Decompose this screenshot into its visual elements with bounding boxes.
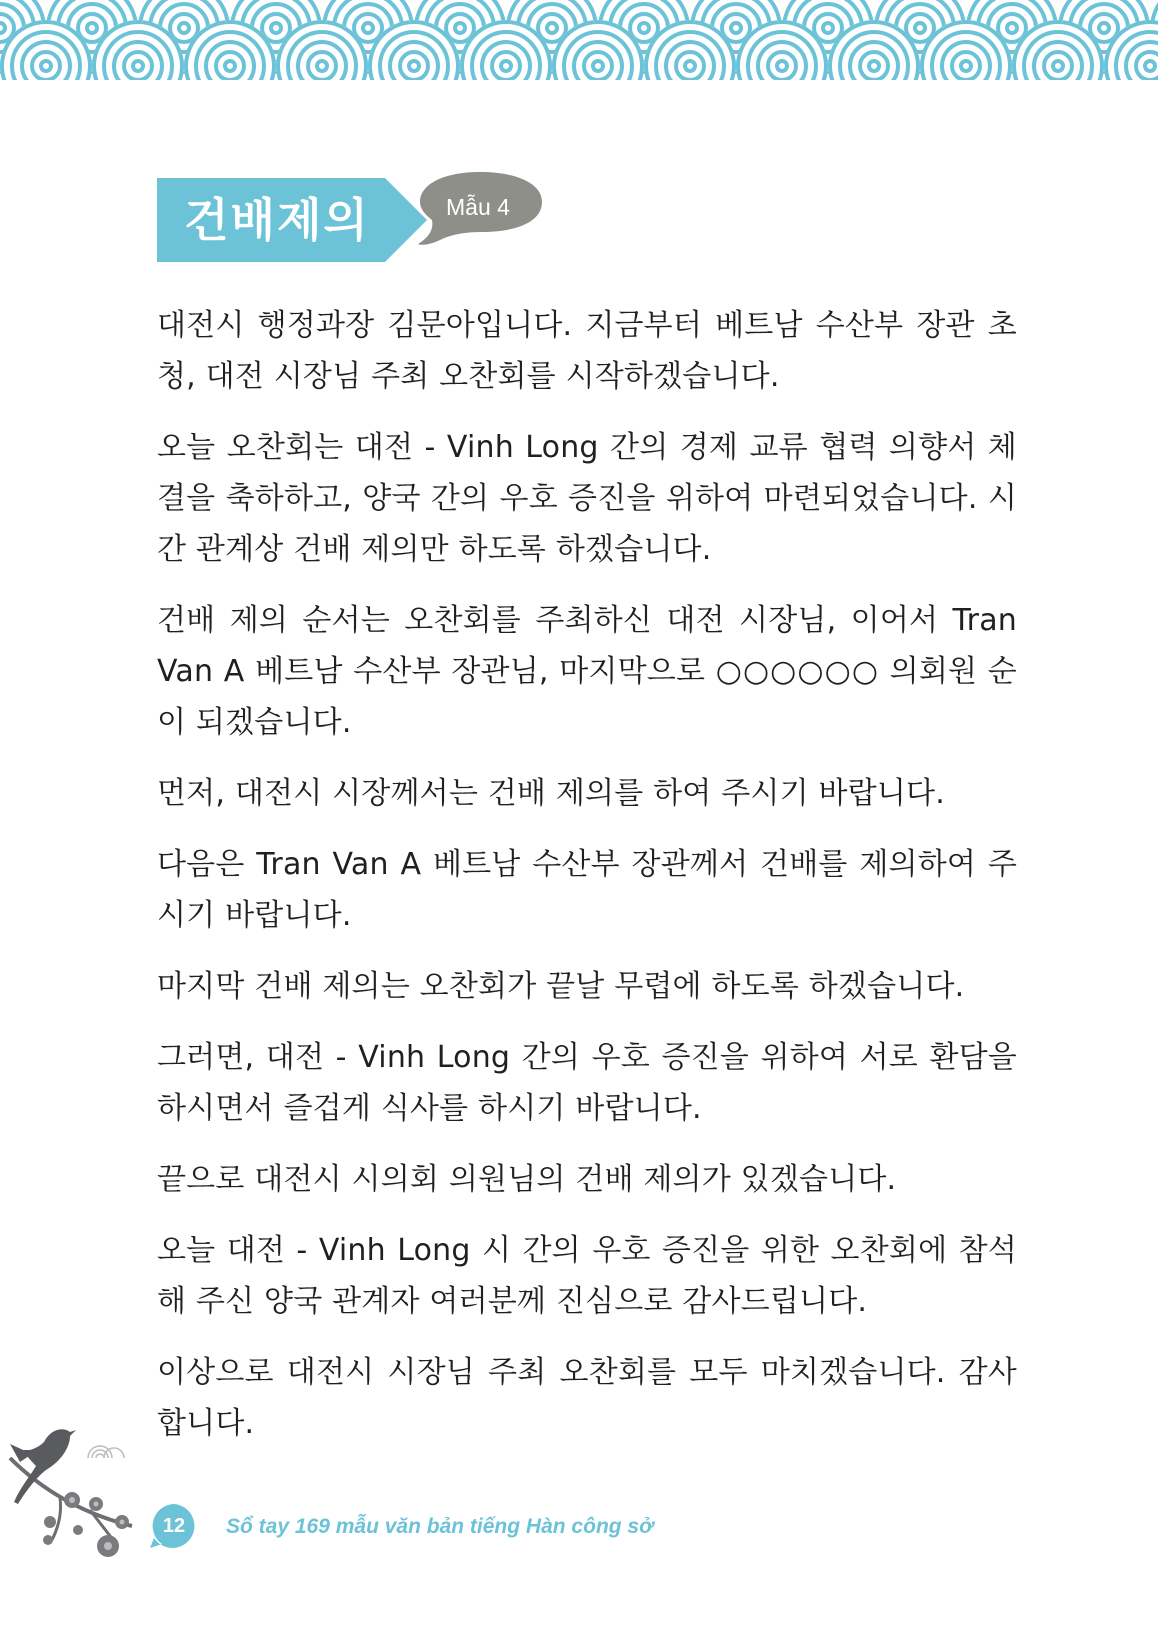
paragraph: 마지막 건배 제의는 오찬회가 끝날 무렵에 하도록 하겠습니다. [157, 969, 965, 1004]
document-body [157, 300, 1017, 1469]
paragraph: 대전시 행정과장 김문아입니다. 지금부터 베트남 수산부 장관 초청, 대전 시장님 주최 오찬회를 시작하겠습니다. [157, 308, 1017, 394]
bird-on-branch-icon [0, 1418, 150, 1568]
paragraph: 다음은 Tran Van A 베트남 수산부 장관께서 건배를 제의하여 주시기 바랍니다. [157, 847, 1017, 933]
paragraph: 끝으로 대전시 시의회 의원님의 건배 제의가 있겠습니다. [157, 1162, 897, 1197]
paragraph: 건배 제의 순서는 오찬회를 주최하신 대전 시장님, 이어서 Tran Van A 베트남 수산부 장관님, 마지막으로 ○○○○○○ 의회원 순이 되겠습니다. [157, 603, 1017, 740]
page-title: 건배제의 [184, 193, 370, 247]
paragraph: 그러면, 대전 - Vinh Long 간의 우호 증진을 위하여 서로 환담을 하시면서 즐겁게 식사를 하시기 바랍니다. [157, 1040, 1017, 1126]
page-number: 12 [162, 1515, 186, 1537]
footer-book-title: Sổ tay 169 mẫu văn bản tiếng Hàn công sở [226, 1515, 654, 1538]
paragraph: 오늘 오찬회는 대전 - Vinh Long 간의 경제 교류 협력 의향서 체결을 축하하고, 양국 간의 우호 증진을 위하여 마련되었습니다. 시간 관계상 건배 제의만 하도록 하겠습니다. [157, 430, 1017, 567]
paragraph: 먼저, 대전시 시장께서는 건배 제의를 하여 주시기 바랍니다. [157, 776, 945, 811]
paragraph: 오늘 대전 - Vinh Long 시 간의 우호 증진을 위한 오찬회에 참석해 주신 양국 관계자 여러분께 진심으로 감사드립니다. [157, 1233, 1017, 1319]
sample-label: Mẫu 4 [446, 194, 510, 220]
paragraph: 이상으로 대전시 시장님 주최 오찬회를 모두 마치겠습니다. 감사합니다. [157, 1355, 1017, 1441]
wave-pattern-decoration [0, 0, 1158, 80]
